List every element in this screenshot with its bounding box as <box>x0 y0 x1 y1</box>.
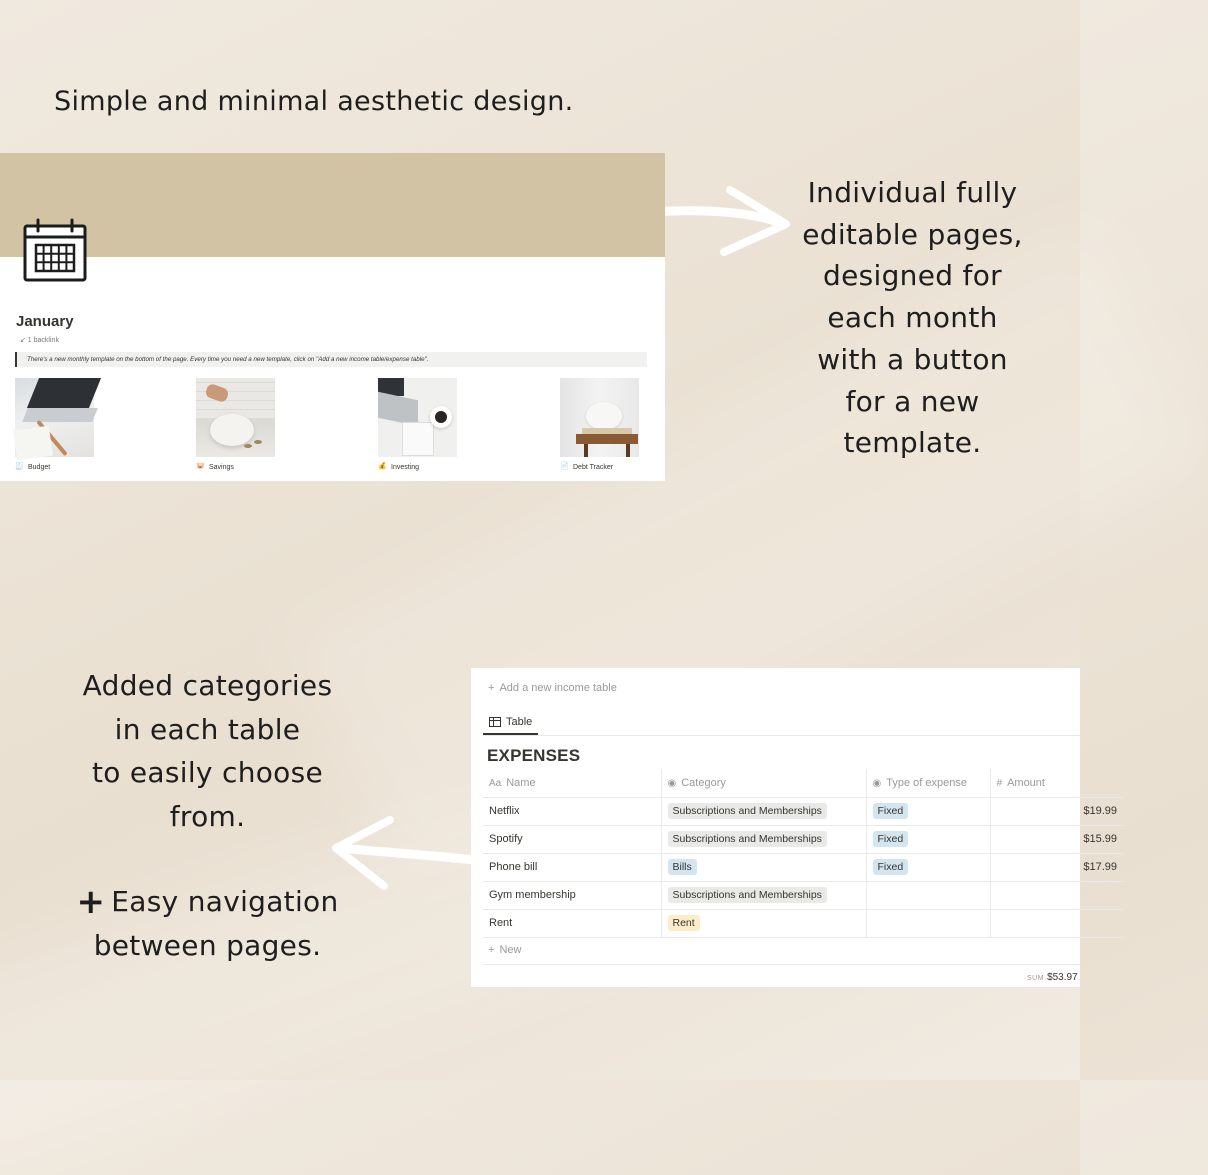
sum-label: SUM <box>1027 975 1045 982</box>
gallery-card-investing[interactable] <box>378 378 458 472</box>
right-caption <box>780 172 1045 464</box>
add-income-button[interactable] <box>488 682 617 694</box>
left-caption-line: to easily choose <box>91 756 324 789</box>
savings-icon: 🐷 <box>196 463 205 470</box>
column-header-amount[interactable]: # Amount <box>990 769 1123 797</box>
cell-type[interactable] <box>866 909 990 937</box>
gallery-label: Savings <box>209 463 234 471</box>
sum-divider <box>483 964 1080 965</box>
column-header-name[interactable]: Aa Name <box>483 769 661 797</box>
cell-name[interactable]: Rent <box>483 909 661 937</box>
tab-divider <box>483 735 1080 736</box>
cell-category[interactable] <box>661 797 866 825</box>
nav-caption-2: between pages. <box>93 928 322 962</box>
left-caption-line: in each table <box>114 712 301 746</box>
category-tag: Subscriptions and Memberships <box>668 887 827 903</box>
backlink-link[interactable]: ↙ 1 backlink <box>20 337 59 344</box>
calendar-icon <box>22 217 88 283</box>
right-caption-line: editable pages, <box>802 217 1023 251</box>
table-row[interactable] <box>483 909 1123 937</box>
add-income-label: Add a new income table <box>499 682 617 694</box>
column-header-category[interactable]: ◉ Category <box>661 769 866 797</box>
cell-name[interactable]: Phone bill <box>483 853 661 881</box>
type-tag: Fixed <box>873 859 909 875</box>
tab-label: Table <box>506 716 533 728</box>
gallery-label: Investing <box>391 463 420 471</box>
debt-tracker-photo <box>560 378 639 457</box>
cell-amount[interactable] <box>990 909 1123 937</box>
budget-icon: 🧾 <box>15 463 24 470</box>
select-type-icon: ◉ <box>667 777 677 789</box>
number-type-icon: # <box>996 777 1003 789</box>
month-page-screenshot <box>0 153 665 481</box>
sum-value: $53.97 <box>1047 972 1078 983</box>
cell-type[interactable] <box>866 825 990 853</box>
tab-table-view[interactable] <box>483 711 538 735</box>
left-caption-line: Added categories <box>82 669 333 702</box>
column-header-type[interactable]: ◉ Type of expense <box>866 769 990 797</box>
table-header-row <box>483 769 1123 797</box>
plus-icon: + <box>488 944 495 956</box>
cell-type[interactable] <box>866 853 990 881</box>
type-tag: Fixed <box>873 831 909 847</box>
table-icon <box>489 717 501 727</box>
plus-icon: + <box>488 682 495 694</box>
category-tag: Bills <box>668 859 697 875</box>
page-cover <box>0 153 665 257</box>
cell-type[interactable] <box>866 881 990 909</box>
left-caption <box>60 664 355 967</box>
savings-photo <box>196 378 275 457</box>
right-caption-line: with a button <box>817 342 1008 376</box>
table-row[interactable] <box>483 825 1123 853</box>
select-type-icon: ◉ <box>872 777 882 789</box>
gallery <box>15 378 645 478</box>
gallery-card-budget[interactable] <box>15 378 95 472</box>
cell-category[interactable] <box>661 825 866 853</box>
cell-amount[interactable]: $15.99 <box>990 825 1123 853</box>
nav-caption-1: Easy navigation <box>111 885 339 918</box>
template-callout: There's a new monthly template on the bottom of the page. Every time you need a new template, click on "Add a new income table/expense table". <box>15 352 647 367</box>
new-row-label: New <box>499 944 522 956</box>
table-row[interactable] <box>483 797 1123 825</box>
right-caption-line: each month <box>827 301 998 335</box>
right-caption-line: for a new <box>845 384 980 418</box>
cell-name[interactable]: Gym membership <box>483 881 661 909</box>
left-caption-line: from. <box>169 799 246 833</box>
gallery-label: Budget <box>28 463 51 471</box>
table-row[interactable] <box>483 881 1123 909</box>
gallery-card-savings[interactable] <box>196 378 276 472</box>
cell-name[interactable]: Spotify <box>483 825 661 853</box>
right-caption-line: designed for <box>823 259 1002 293</box>
sum-calculation[interactable] <box>1027 972 1078 983</box>
right-caption-line: template. <box>843 426 982 460</box>
cell-type[interactable] <box>866 797 990 825</box>
cell-category[interactable] <box>661 881 866 909</box>
nav-caption-line <box>60 880 355 924</box>
investing-photo <box>378 378 457 457</box>
new-row-button[interactable] <box>488 944 521 956</box>
category-tag: Subscriptions and Memberships <box>668 831 827 847</box>
cell-amount[interactable] <box>990 881 1123 909</box>
table-row[interactable] <box>483 853 1123 881</box>
cell-amount[interactable]: $17.99 <box>990 853 1123 881</box>
text-type-icon: Aa <box>489 777 502 789</box>
expenses-table <box>483 769 1123 938</box>
cell-name[interactable]: Netflix <box>483 797 661 825</box>
gallery-label: Debt Tracker <box>573 463 614 471</box>
debt-icon: 📄 <box>560 463 569 470</box>
cell-category[interactable] <box>661 853 866 881</box>
cell-amount[interactable]: $19.99 <box>990 797 1123 825</box>
database-title: EXPENSES <box>487 746 581 765</box>
investing-icon: 💰 <box>378 463 387 470</box>
category-tag: Subscriptions and Memberships <box>668 803 827 819</box>
page-title: January <box>16 313 74 330</box>
budget-photo <box>15 378 94 457</box>
expenses-db-screenshot <box>471 668 1117 987</box>
plus-icon: + <box>76 881 106 922</box>
type-tag: Fixed <box>873 803 909 819</box>
right-caption-line: Individual fully <box>807 176 1018 209</box>
cell-category[interactable] <box>661 909 866 937</box>
category-tag: Rent <box>668 915 700 931</box>
gallery-card-debt-tracker[interactable] <box>560 378 640 472</box>
headline: Simple and minimal aesthetic design. <box>54 86 574 117</box>
